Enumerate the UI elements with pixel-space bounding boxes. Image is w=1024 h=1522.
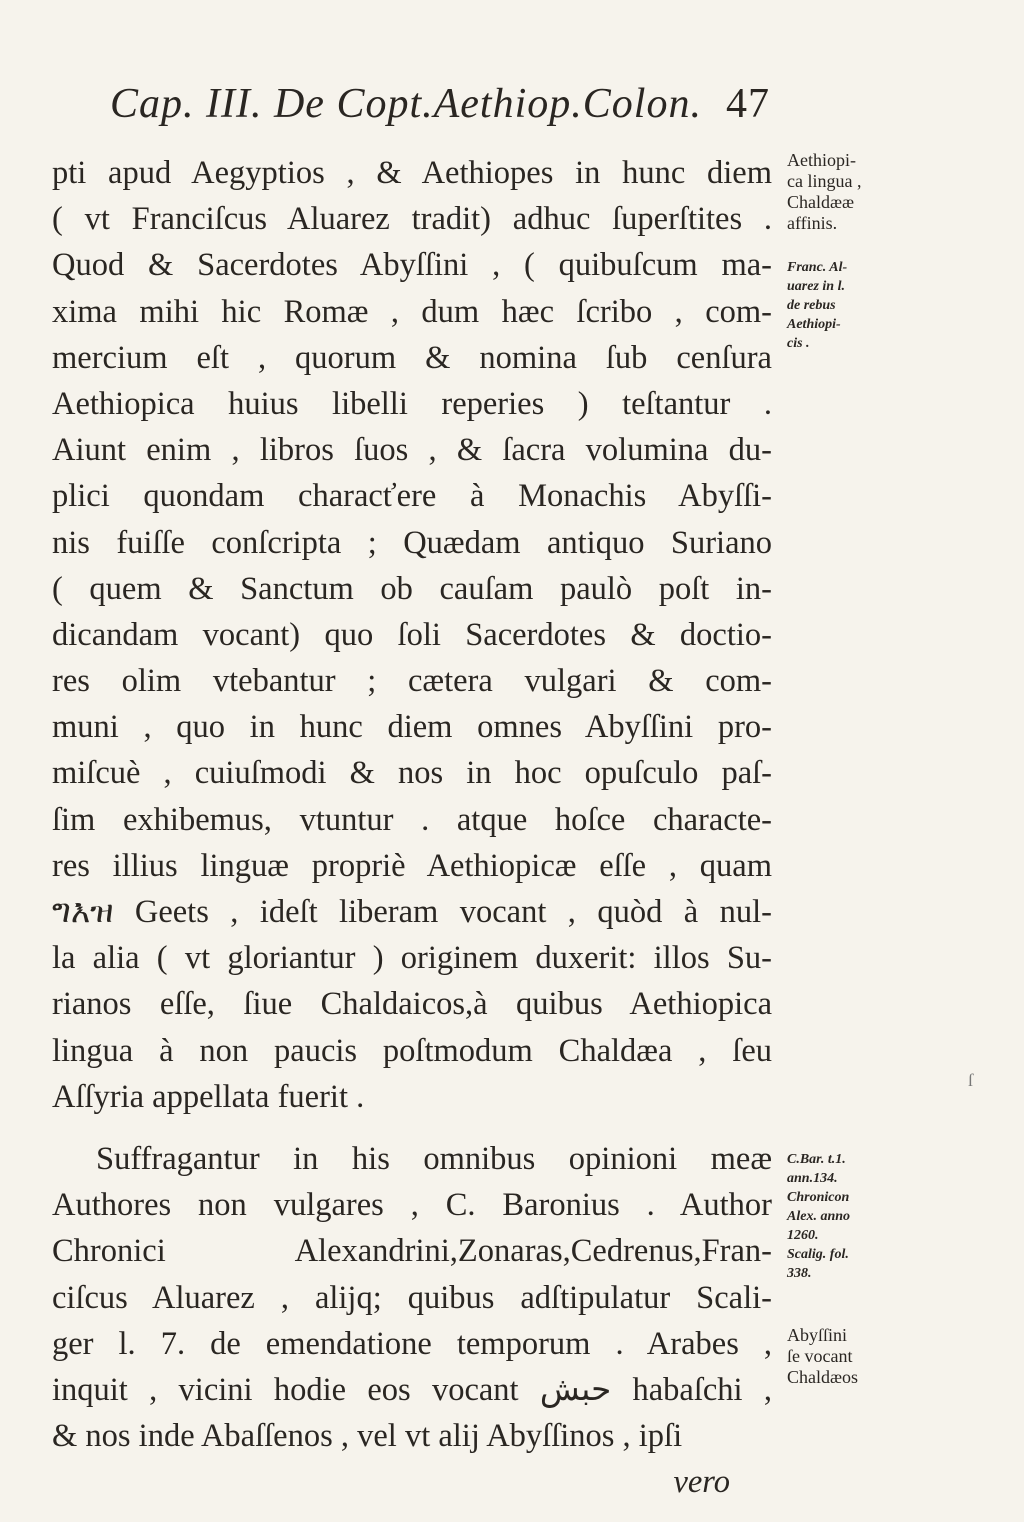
text-line: Suffragantur in his omnibus opinioni meæ [96,1140,772,1177]
text-line: inquit , vicini hodie eos vocant حبش habaſchi , [52,1371,772,1408]
marginal-line: affinis. [787,213,838,233]
text-line: la alia ( vt gloriantur ) originem duxerit: illos Su- [52,940,772,977]
page-number: 47 [726,81,770,127]
text-line: ( vt Franciſcus Aluarez tradit) adhuc ſuperſtites . [52,201,772,238]
marginal-line: Alex. anno [787,1209,851,1224]
marginal-line: Chaldææ [787,192,855,212]
marginal-line: Franc. Al- [787,260,848,275]
marginal-line: Abyſſini [787,1325,848,1345]
text-line: Aiunt enim , libros ſuos , & ſacra volumina du- [52,432,772,469]
text-line: muni , quo in hunc diem omnes Abyſſini pro- [52,709,772,746]
running-title: Cap. III. De Copt.Aethiop.Colon. [110,81,702,127]
marginal-line: 338. [787,1266,812,1281]
text-line: res olim vtebantur ; cætera vulgari & com- [52,663,772,700]
stray-mark: ſ [968,1070,974,1090]
marginal-line: Aethiopi- [787,317,841,332]
text-line: miſcuè , cuiuſmodi & nos in hoc opuſculo paſ- [52,755,772,792]
marginal-line: Scalig. fol. [787,1247,849,1262]
marginal-line: Chronicon [787,1190,850,1205]
marginal-line: Chaldæos [787,1367,859,1387]
marginal-line: C.Bar. t.1. [787,1152,846,1167]
marginal-note-chaldaeos [787,1325,907,1388]
text-line: ciſcus Aluarez , alijq; quibus adſtipulatur Scali- [52,1279,772,1316]
marginal-note-lingua [787,150,907,234]
text-line: dicandam vocant) quo ſoli Sacerdotes & doctio- [52,616,772,653]
running-head [110,80,770,128]
marginal-line: de rebus [787,298,836,313]
marginal-note-baronius [787,1150,907,1283]
text-line: Authores non vulgares , C. Baronius . Author [52,1187,772,1224]
paragraph-1 [52,150,772,1120]
text-line: Aſſyria appellata fuerit . [52,1078,365,1115]
paragraph-2 [52,1136,772,1459]
text-line: pti apud Aegyptios , & Aethiopes in hunc diem [52,155,772,191]
marginal-line: Aethiopi- [787,150,856,170]
text-line: Quod & Sacerdotes Abyſſini , ( quibuſcum ma- [52,247,772,284]
marginal-line: ſe vocant [787,1346,853,1366]
marginal-note-aluarez [787,258,907,353]
marginal-line: ca lingua , [787,171,862,191]
text-line: ግእዝ Geets , ideſt liberam vocant , quòd à nul- [52,894,772,930]
text-line: lingua à non paucis poſtmodum Chaldæa , ſeu [52,1032,772,1069]
text-line: plici quondam characťere à Monachis Abyſſi- [52,478,772,515]
text-line: ſim exhibemus, vtuntur . atque hoſce characte- [52,801,772,838]
text-line: mercium eſt , quorum & nomina ſub cenſura [52,339,772,376]
text-line: nis fuiſſe conſcripta ; Quædam antiquo Suriano [52,524,772,561]
marginal-line: cis . [787,336,810,351]
text-line: & nos inde Abaſſenos , vel vt alij Abyſſinos , ipſi [52,1418,683,1455]
text-line: ( quem & Sanctum ob cauſam paulò poſt in- [52,570,772,607]
text-line: Aethiopica huius libelli reperies ) teſtantur . [52,385,772,422]
text-line: xima mihi hic Romæ , dum hæc ſcribo , com- [52,293,772,330]
text-line: Chronici Alexandrini,Zonaras,Cedrenus,Fran- [52,1233,772,1270]
catchword: vero [673,1464,730,1501]
marginal-line: uarez in l. [787,279,845,294]
marginal-line: 1260. [787,1228,819,1243]
marginal-line: ann.134. [787,1171,838,1186]
main-text [52,150,772,1505]
text-line: res illius linguæ propriè Aethiopicæ eſſe , quam [52,847,772,884]
text-line: ger l. 7. de emendatione temporum . Arabes , [52,1325,772,1362]
text-line: rianos eſſe, ſiue Chaldaicos,à quibus Aethiopica [52,986,772,1023]
